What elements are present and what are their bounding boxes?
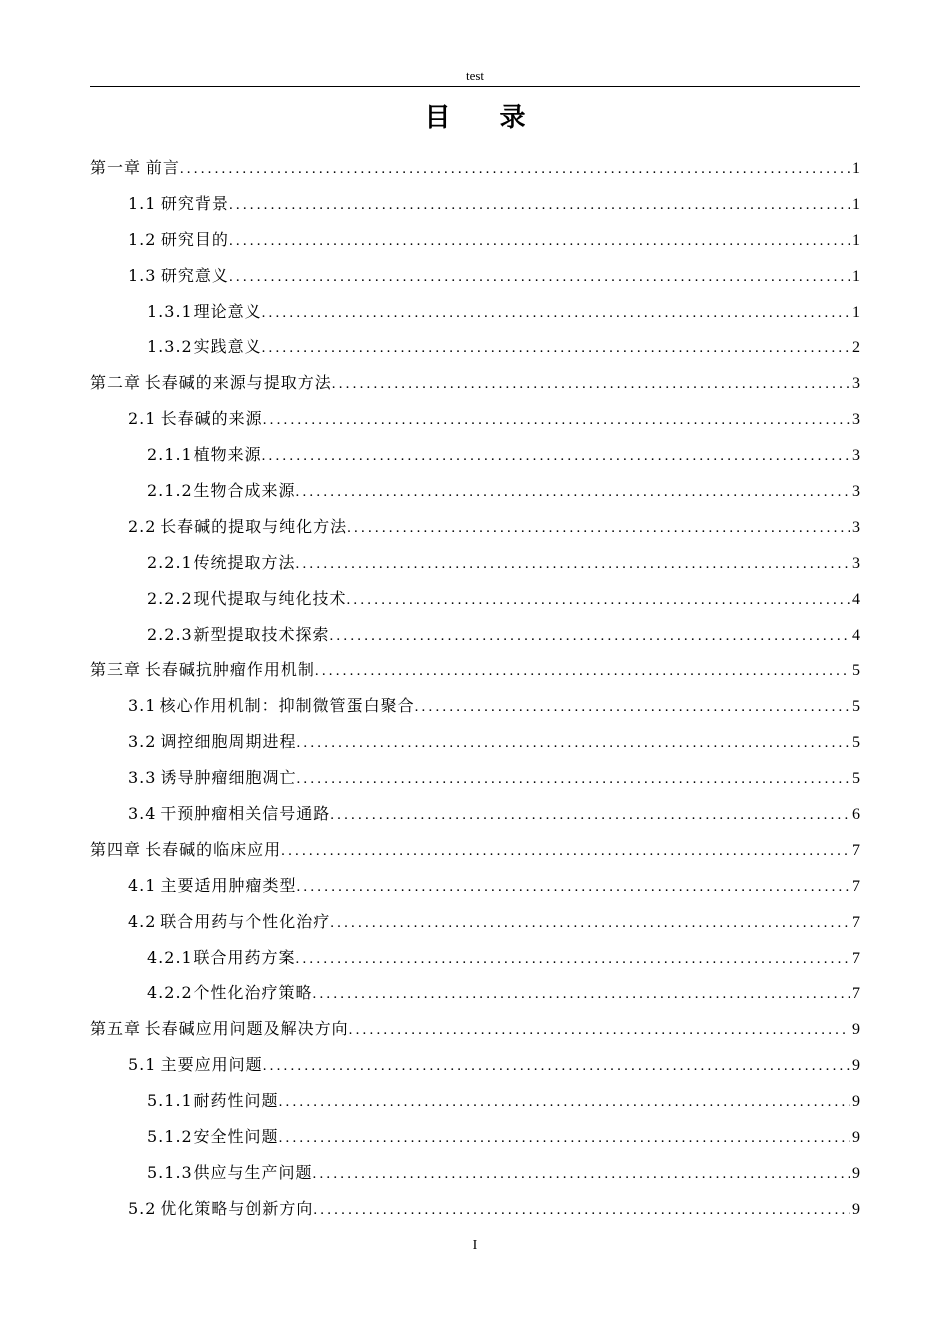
- toc-entry-title: 研究意义: [160, 265, 229, 285]
- toc-entry[interactable]: [90, 437, 860, 473]
- toc-dot-leader: [346, 583, 850, 619]
- toc-entry[interactable]: [90, 652, 860, 688]
- toc-entry-number: 4.2.2: [147, 983, 193, 1003]
- toc-entry[interactable]: [90, 1155, 860, 1191]
- page-footer: [0, 1238, 950, 1254]
- toc-entry-title: 长春碱的临床应用: [145, 839, 282, 859]
- toc-entry-title: 主要应用问题: [160, 1055, 263, 1075]
- toc-entry-number: 3.1: [128, 696, 157, 716]
- toc-entry-number: 4.2: [128, 911, 157, 931]
- toc-dot-leader: [263, 403, 850, 439]
- toc-entry[interactable]: [90, 868, 860, 904]
- toc-entry-page: 9: [852, 1200, 860, 1218]
- toc-entry-page: 3: [852, 518, 860, 536]
- toc-entry-number: 3.2: [128, 732, 157, 752]
- toc-entry-title: 个性化治疗策略: [193, 983, 313, 1003]
- toc-entry-number: 4.2.1: [147, 947, 193, 967]
- toc-entry-page: 2: [852, 339, 860, 357]
- toc-entry[interactable]: [90, 724, 860, 760]
- toc-entry-page: 9: [852, 1057, 860, 1075]
- toc-entry-number: 2.2.1: [147, 552, 193, 572]
- toc-entry-title: 长春碱的提取与纯化方法: [160, 516, 348, 536]
- toc-entry-page: 7: [852, 877, 860, 895]
- toc-dot-leader: [262, 331, 850, 367]
- toc-entry-page: 9: [852, 1021, 860, 1039]
- toc-entry[interactable]: [90, 1047, 860, 1083]
- toc-entry-number: 3.4: [128, 804, 157, 824]
- toc-entry[interactable]: [90, 760, 860, 796]
- toc-entry[interactable]: [90, 975, 860, 1011]
- toc-entry-number: 2.2.2: [147, 588, 193, 608]
- toc-entry-title: 前言: [145, 158, 180, 177]
- toc-entry-title: 优化策略与创新方向: [160, 1198, 314, 1218]
- toc-entry-number: 1.3: [128, 265, 157, 285]
- toc-entry[interactable]: [90, 1191, 860, 1227]
- toc-entry-title: 传统提取方法: [193, 552, 296, 572]
- toc-dot-leader: [313, 977, 851, 1013]
- toc-entry-page: 9: [852, 1129, 860, 1147]
- toc-entry-title: 研究目的: [160, 229, 229, 249]
- toc-entry-number: 5.1.1: [147, 1091, 193, 1111]
- toc-entry-title: 植物来源: [193, 445, 262, 465]
- toc-entry[interactable]: [90, 294, 860, 330]
- toc-entry[interactable]: [90, 258, 860, 294]
- toc-entry[interactable]: [90, 509, 860, 545]
- toc-entry-number: 第三章: [90, 660, 142, 680]
- toc-entry-number: 2.1: [128, 409, 157, 429]
- toc-dot-leader: [313, 1157, 851, 1193]
- page-header: [90, 66, 860, 87]
- toc-entry-page: 5: [852, 734, 860, 752]
- toc-dot-leader: [329, 619, 850, 655]
- toc-dot-leader: [296, 762, 850, 798]
- toc-dot-leader: [229, 224, 850, 260]
- toc-entry-number: 第四章: [90, 839, 142, 859]
- toc-entry-page: 9: [852, 1164, 860, 1182]
- toc-dot-leader: [263, 1049, 850, 1085]
- toc-entry-title: 长春碱的来源与提取方法: [144, 373, 332, 393]
- toc-dot-leader: [296, 726, 850, 762]
- toc-entry-page: 4: [852, 590, 860, 608]
- toc-entry-page: 9: [852, 1093, 860, 1111]
- toc-entry-page: 1: [852, 267, 860, 285]
- toc-entry[interactable]: [90, 473, 860, 509]
- toc-entry[interactable]: [90, 401, 860, 437]
- toc-dot-leader: [347, 511, 850, 547]
- toc-entry-title: 干预肿瘤相关信号通路: [160, 804, 331, 824]
- toc-entry-number: 5.1.3: [147, 1162, 193, 1182]
- toc-entry[interactable]: [90, 329, 860, 365]
- toc-entry[interactable]: [90, 796, 860, 832]
- toc-entry-number: 2.1.1: [147, 445, 193, 465]
- toc-entry[interactable]: [90, 688, 860, 724]
- toc-entry-number: 2.2.3: [147, 624, 193, 644]
- toc-entry-title: 联合用药与个性化治疗: [160, 911, 331, 931]
- toc-entry-page: 5: [852, 662, 860, 680]
- table-of-contents: [90, 150, 860, 1227]
- toc-entry[interactable]: [90, 150, 860, 186]
- toc-entry-title: 长春碱的来源: [160, 409, 263, 429]
- toc-dot-leader: [281, 834, 850, 870]
- toc-entry-page: 1: [852, 160, 860, 177]
- toc-entry-title: 诱导肿瘤细胞凋亡: [160, 768, 297, 788]
- toc-entry-page: 3: [852, 554, 860, 572]
- toc-dot-leader: [296, 870, 850, 906]
- toc-entry-title: 安全性问题: [193, 1127, 279, 1147]
- toc-entry-page: 5: [852, 698, 860, 716]
- toc-dot-leader: [262, 296, 850, 332]
- toc-dot-leader: [330, 906, 850, 942]
- toc-entry[interactable]: [90, 581, 860, 617]
- toc-entry[interactable]: [90, 617, 860, 653]
- toc-entry-number: 第五章: [90, 1019, 142, 1039]
- toc-entry-page: 5: [852, 770, 860, 788]
- toc-entry-number: 1.3.2: [147, 337, 193, 357]
- toc-dot-leader: [279, 1121, 850, 1157]
- toc-entry-title: 研究背景: [160, 193, 229, 213]
- toc-entry-number: 1.3.1: [147, 301, 193, 321]
- toc-dot-leader: [296, 475, 850, 511]
- toc-entry-title: 耐药性问题: [193, 1091, 279, 1111]
- toc-entry-page: 4: [852, 626, 860, 644]
- toc-entry-number: 2.1.2: [147, 481, 193, 501]
- toc-entry[interactable]: [90, 940, 860, 976]
- toc-entry-title: 联合用药方案: [193, 947, 296, 967]
- toc-entry-title: 现代提取与纯化技术: [193, 588, 347, 608]
- toc-entry-page: 7: [852, 913, 860, 931]
- toc-dot-leader: [262, 439, 850, 475]
- toc-entry[interactable]: [90, 365, 860, 401]
- toc-entry-page: 7: [852, 949, 860, 967]
- toc-entry[interactable]: [90, 222, 860, 258]
- toc-dot-leader: [180, 152, 850, 188]
- toc-entry-title: 实践意义: [193, 337, 262, 357]
- toc-dot-leader: [229, 260, 850, 296]
- page-number: I: [472, 1238, 478, 1253]
- toc-entry-number: 3.3: [128, 768, 157, 788]
- toc-dot-leader: [349, 1013, 850, 1049]
- toc-entry[interactable]: [90, 904, 860, 940]
- toc-entry-title: 主要适用肿瘤类型: [160, 875, 297, 895]
- toc-entry-number: 第一章: [90, 158, 142, 177]
- toc-entry-number: 1.1: [128, 193, 157, 213]
- toc-entry-page: 6: [852, 806, 860, 824]
- toc-entry-page: 7: [852, 985, 860, 1003]
- toc-entry-page: 1: [852, 303, 860, 321]
- toc-dot-leader: [332, 367, 850, 403]
- toc-entry-page: 3: [852, 375, 860, 393]
- toc-entry-title: 新型提取技术探索: [193, 624, 330, 644]
- toc-entry-number: 4.1: [128, 875, 157, 895]
- toc-entry-title: 长春碱抗肿瘤作用机制: [144, 660, 315, 680]
- toc-dot-leader: [229, 188, 850, 224]
- toc-entry[interactable]: [90, 545, 860, 581]
- toc-entry[interactable]: [90, 186, 860, 222]
- toc-entry-page: 1: [852, 195, 860, 213]
- toc-title: 目 录: [424, 103, 546, 133]
- header-text: test: [465, 68, 485, 83]
- toc-entry-page: 1: [852, 231, 860, 249]
- toc-entry-title: 调控细胞周期进程: [160, 732, 297, 752]
- toc-dot-leader: [315, 654, 850, 690]
- toc-entry-page: 7: [852, 841, 860, 859]
- toc-entry-number: 5.1.2: [147, 1127, 193, 1147]
- toc-entry-page: 3: [852, 411, 860, 429]
- toc-entry-page: 3: [852, 447, 860, 465]
- toc-entry-title: 理论意义: [193, 301, 262, 321]
- toc-entry-number: 5.2: [128, 1198, 157, 1218]
- toc-entry-number: 1.2: [128, 229, 157, 249]
- toc-entry[interactable]: [90, 1119, 860, 1155]
- toc-dot-leader: [313, 1193, 850, 1229]
- toc-entry[interactable]: [90, 1011, 860, 1047]
- toc-entry-title: 供应与生产问题: [193, 1162, 313, 1182]
- toc-dot-leader: [279, 1085, 850, 1121]
- toc-dot-leader: [296, 547, 850, 583]
- toc-dot-leader: [415, 690, 850, 726]
- toc-entry-title: 核心作用机制：抑制微管蛋白聚合: [159, 696, 415, 716]
- toc-dot-leader: [296, 942, 850, 978]
- toc-dot-leader: [330, 798, 850, 834]
- toc-entry-number: 2.2: [128, 516, 157, 536]
- toc-entry-page: 3: [852, 483, 860, 501]
- toc-entry-number: 第二章: [90, 373, 142, 393]
- toc-entry[interactable]: [90, 832, 860, 868]
- toc-entry-number: 5.1: [128, 1055, 157, 1075]
- toc-entry-title: 生物合成来源: [193, 481, 296, 501]
- toc-entry[interactable]: [90, 1083, 860, 1119]
- toc-entry-title: 长春碱应用问题及解决方向: [144, 1019, 349, 1039]
